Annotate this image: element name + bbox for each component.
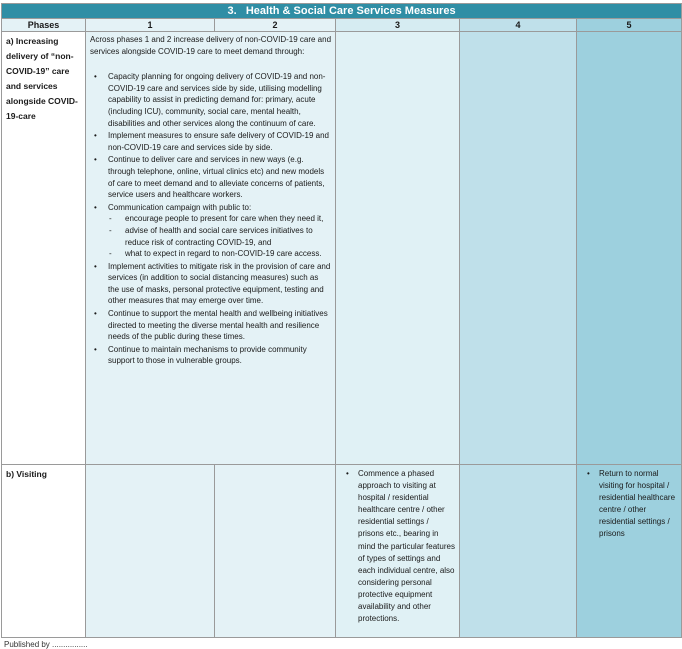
row-b-phase-4-cell <box>460 465 577 638</box>
row-a-bullet-campaign <box>108 202 331 260</box>
footnote-text: Published by ................ <box>4 640 88 649</box>
row-a-bullet: • Continue to maintain mechanisms to provide community support to those in vulnerable groups. <box>108 344 331 367</box>
row-a-phase-1-2-cell <box>86 32 336 465</box>
phase-2-header: 2 <box>215 19 336 32</box>
phase-header-row <box>2 19 682 32</box>
row-a-bullet: • Continue to deliver care and services in new ways (e.g. through telephone, online, virtual clinics etc) and new models of care to meet demand and to alleviate concerns of patients, service users and healthcare workers. <box>108 154 331 200</box>
row-a-phase-4-cell <box>460 32 577 465</box>
row-b-phase-3-bullet: • Commence a phased approach to visiting at hospital / residential healthcare centre / other residential settings / prisons etc., bearing in mind the particular features of types of settings and each individual centre, also considering personal protective equipment availability and other protections. <box>358 468 455 625</box>
row-a-bullet: • Implement measures to ensure safe delivery of COVID-19 and non-COVID-19 care and services side by side. <box>108 130 331 153</box>
phase-1-header: 1 <box>86 19 215 32</box>
campaign-sub-list <box>108 213 331 259</box>
row-visiting <box>2 465 682 638</box>
measures-table <box>1 3 682 638</box>
row-b-phase-5-bullet: • Return to normal visiting for hospital / residential healthcare centre / other residential settings / prisons <box>599 468 677 541</box>
phase-5-header: 5 <box>577 19 682 32</box>
section-title <box>2 4 682 19</box>
row-b-phase-5-list <box>581 468 677 541</box>
row-a-label: a) Increasing delivery of “non-COVID-19” care and services alongside COVID-19-care <box>2 32 86 465</box>
row-b-label: b) Visiting <box>2 465 86 638</box>
section-title-row <box>2 4 682 19</box>
phase-4-header: 4 <box>460 19 577 32</box>
row-b-phase-3-cell <box>336 465 460 638</box>
row-a-phase-5-cell <box>577 32 682 465</box>
row-a-phase-3-cell <box>336 32 460 465</box>
row-a-bullet: • Continue to support the mental health and wellbeing initiatives directed to meeting the diverse mental health and resilience needs of the public during these times. <box>108 308 331 343</box>
row-b-phase-2-cell <box>215 465 336 638</box>
row-b-phase-5-cell <box>577 465 682 638</box>
row-b-phase-3-list <box>340 468 455 625</box>
phases-header: Phases <box>2 19 86 32</box>
row-b-phase-1-cell <box>86 465 215 638</box>
section-number: 3. <box>227 5 237 17</box>
row-a-intro: Across phases 1 and 2 increase delivery of non-COVID-19 care and services alongside COVID-19 care to meet demand through: <box>90 35 332 56</box>
row-a-bullet: • Implement activities to mitigate risk in the provision of care and services (in addition to social distancing measures) such as the use of masks, personal protective equipment, testing and other measures that may emerge over time. <box>108 261 331 307</box>
row-b-phase-3-content <box>336 465 459 625</box>
row-a-content <box>86 32 335 367</box>
row-increasing-delivery <box>2 32 682 465</box>
campaign-item: - encourage people to present for care when they need it, <box>125 213 331 225</box>
row-a-campaign-text: Communication campaign with public to: <box>108 202 252 212</box>
phase-3-header: 3 <box>336 19 460 32</box>
campaign-item: - advise of health and social care services initiatives to reduce risk of contracting COVID-19, and <box>125 225 331 248</box>
row-a-bullet: • Capacity planning for ongoing delivery of COVID-19 and non-COVID-19 care and services side by side, utilising modelling capability to assist in predicting demand for: primary, acute (including ICU), community, social care, mental health, disabilities and other services along the continuum of care. <box>108 71 331 129</box>
row-a-bullet-list <box>90 71 331 367</box>
row-b-phase-5-content <box>577 465 681 541</box>
campaign-item: - what to expect in regard to non-COVID-19 care access. <box>125 248 331 260</box>
section-title-text: Health & Social Care Services Measures <box>245 5 456 17</box>
